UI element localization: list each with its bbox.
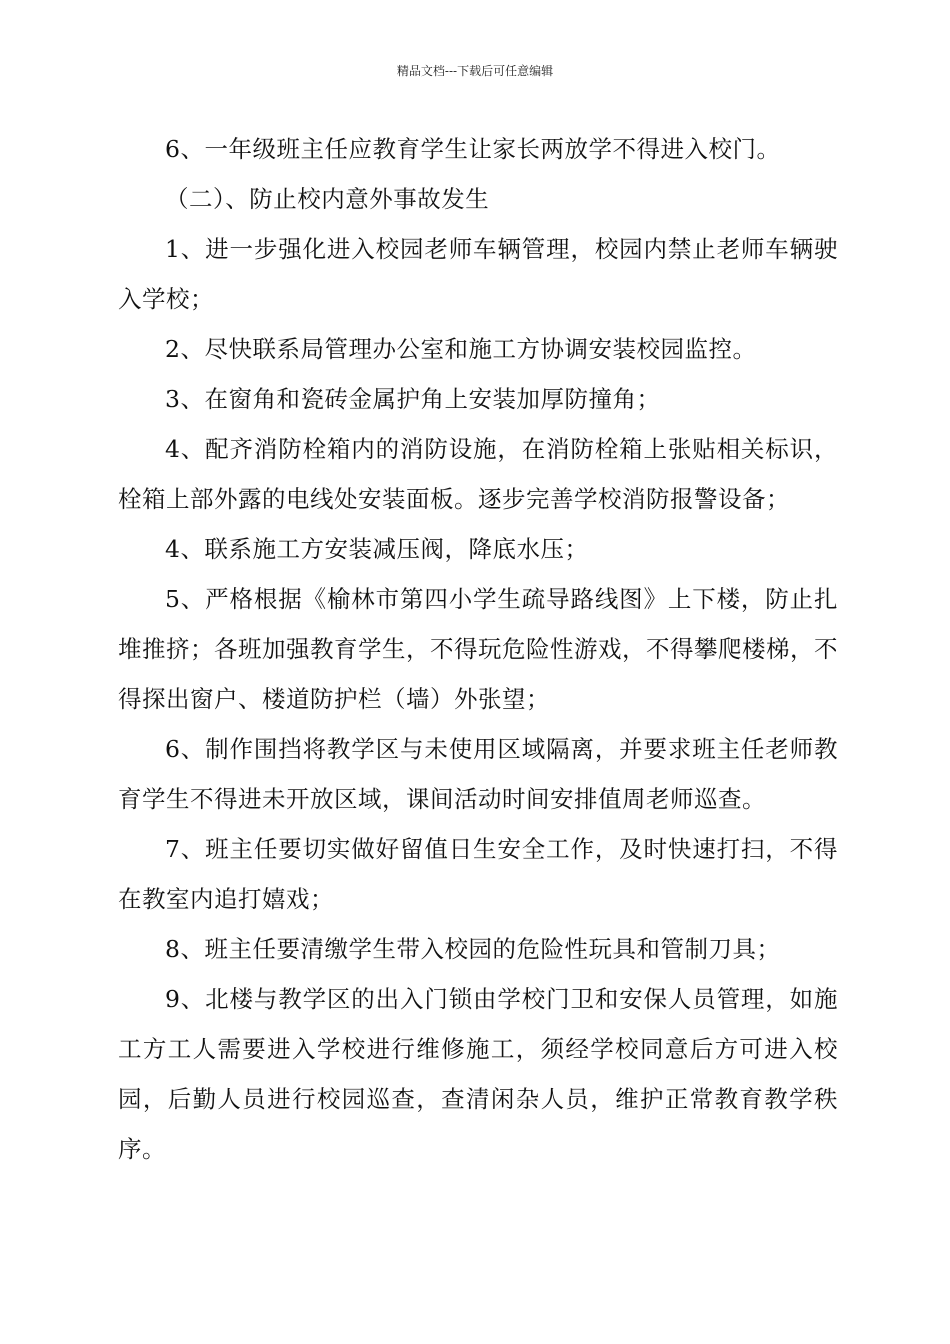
page-header: 精品文档---下载后可任意编辑 bbox=[396, 64, 554, 78]
paragraph-item-7-duty-students: 7、班主任要切实做好留值日生安全工作，及时快速打扫，不得在教室内追打嬉戏； bbox=[118, 835, 838, 913]
paragraph-item-3-corner-guards: 3、在窗角和瓷砖金属护角上安装加厚防撞角； bbox=[165, 385, 661, 413]
paragraph-item-8-dangerous-toys: 8、班主任要清缴学生带入校园的危险性玩具和管制刀具； bbox=[165, 935, 781, 963]
paragraph-item-9-gate-management: 9、北楼与教学区的出入门锁由学校门卫和安保人员管理，如施工方工人需要进入学校进行维修施工，须经学校同意后方可进入校园，后勤人员进行校园巡查，查清闲杂人员，维护正常教育教学秩序。 bbox=[118, 985, 838, 1163]
section-heading-accident-prevention: （二）、防止校内意外事故发生 bbox=[165, 185, 490, 213]
paragraph-item-1-vehicles: 1、进一步强化进入校园老师车辆管理，校园内禁止老师车辆驶入学校； bbox=[118, 235, 838, 313]
paragraph-item-4-water-pressure: 4、联系施工方安装减压阀，降底水压； bbox=[165, 535, 589, 563]
document-body bbox=[118, 124, 838, 1174]
paragraph-item-6-parents: 6、一年级班主任应教育学生让家长两放学不得进入校门。 bbox=[165, 135, 781, 163]
paragraph-item-4-fire-safety: 4、配齐消防栓箱内的消防设施，在消防栓箱上张贴相关标识，栓箱上部外露的电线处安装面板。逐步完善学校消防报警设备； bbox=[118, 435, 838, 513]
paragraph-item-6-barriers: 6、制作围挡将教学区与未使用区域隔离，并要求班主任老师教育学生不得进未开放区域，课间活动时间安排值周老师巡查。 bbox=[118, 735, 838, 813]
paragraph-item-2-monitoring: 2、尽快联系局管理办公室和施工方协调安装校园监控。 bbox=[165, 335, 757, 363]
paragraph-item-5-stairs: 5、严格根据《榆林市第四小学生疏导路线图》上下楼，防止扎堆推挤；各班加强教育学生，不得玩危险性游戏，不得攀爬楼梯，不得探出窗户、楼道防护栏（墙）外张望； bbox=[118, 585, 838, 713]
